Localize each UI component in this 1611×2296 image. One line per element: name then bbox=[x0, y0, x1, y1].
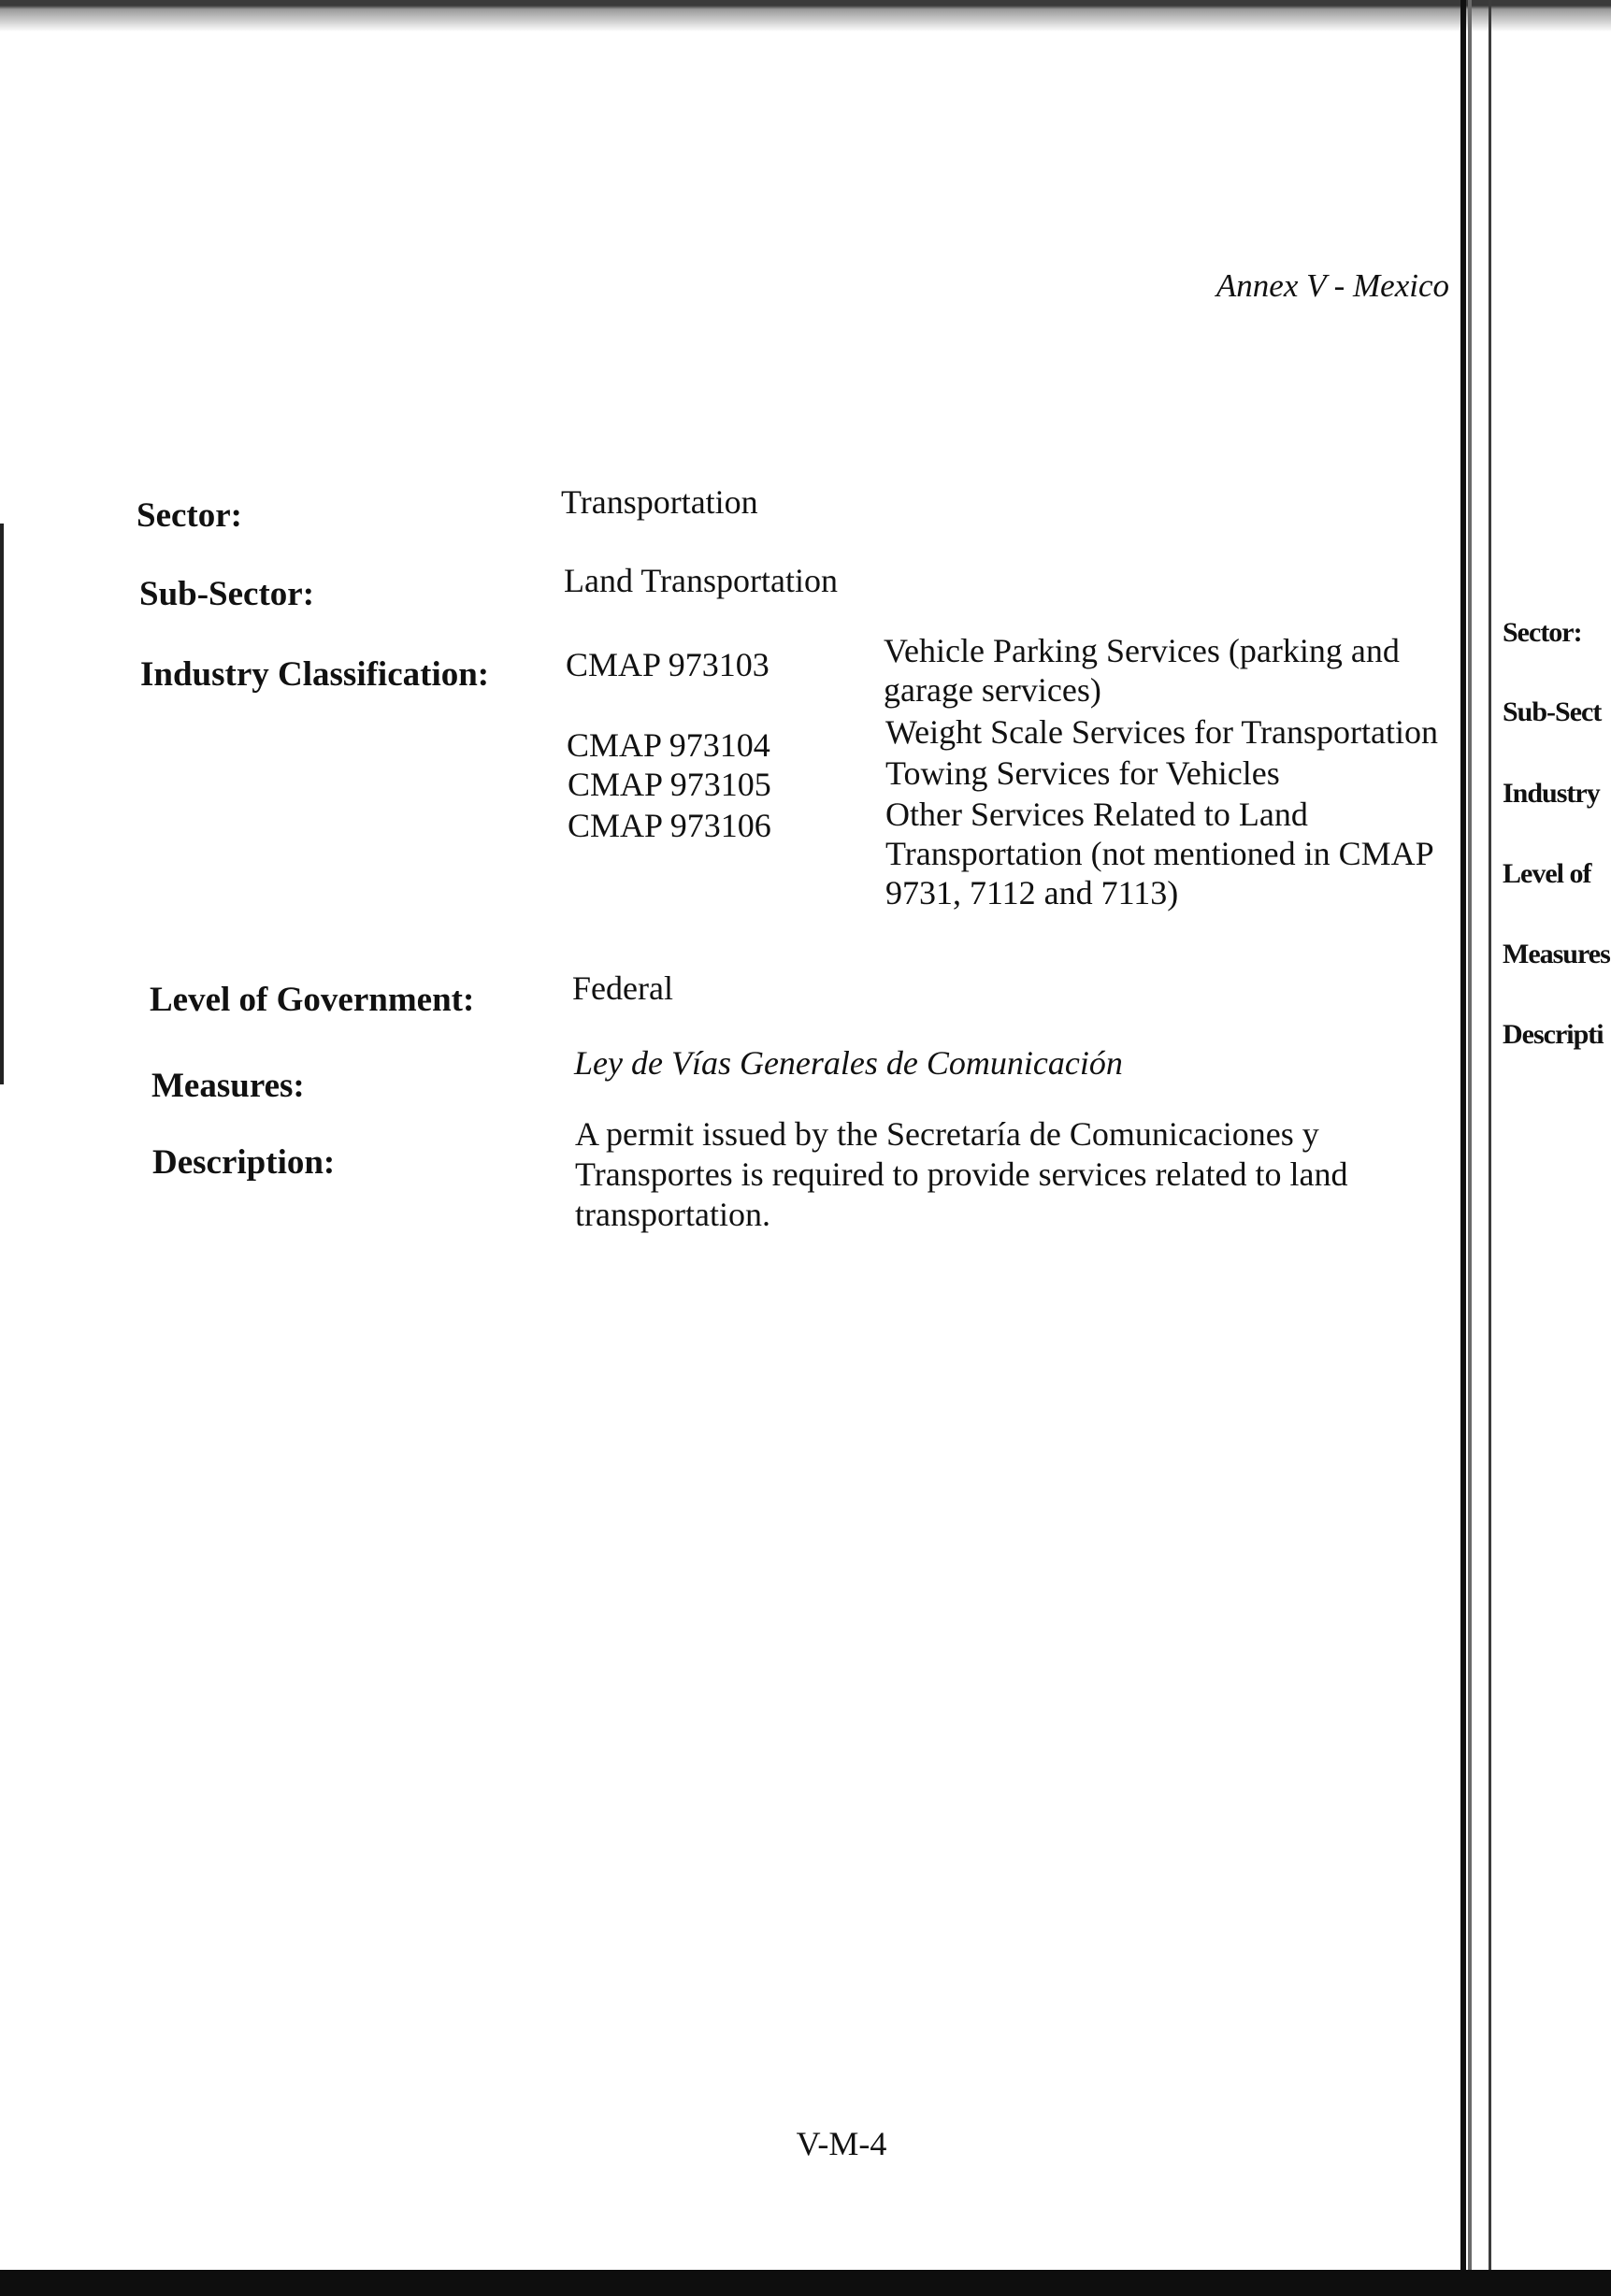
scan-top-border bbox=[0, 0, 1611, 32]
industry-code: CMAP 973103 bbox=[566, 646, 770, 683]
description-text: A permit issued by the Secretaría de Comunicaciones y Transportes is required to provide services related to land transportation. bbox=[575, 1115, 1348, 1233]
description-label: Description: bbox=[152, 1143, 336, 1182]
adjacent-page-label: Industry bbox=[1503, 778, 1600, 809]
industry-code: CMAP 973105 bbox=[568, 766, 771, 803]
industry-code: CMAP 973106 bbox=[568, 807, 771, 844]
industry-description: Towing Services for Vehicles bbox=[885, 754, 1280, 792]
measures-label: Measures: bbox=[151, 1067, 305, 1105]
industry-classification-label: Industry Classification: bbox=[140, 655, 490, 694]
measures-value: Ley de Vías Generales de Comunicación bbox=[574, 1044, 1123, 1082]
scan-bottom-border bbox=[0, 2270, 1611, 2296]
annex-header: Annex V - Mexico bbox=[1215, 267, 1449, 304]
scan-left-edge bbox=[0, 524, 4, 1084]
subsector-label: Sub-Sector: bbox=[139, 575, 315, 613]
adjacent-page-label: Measures bbox=[1503, 939, 1610, 969]
industry-description: Weight Scale Services for Transportation bbox=[885, 713, 1438, 751]
adjacent-page-edge bbox=[1489, 0, 1491, 2296]
industry-description: Vehicle Parking Services (parking and garage services) bbox=[884, 632, 1400, 709]
page-binding-divider bbox=[1460, 0, 1466, 2296]
adjacent-page-label: Level of bbox=[1503, 858, 1591, 889]
page-number: V-M-4 bbox=[796, 2125, 887, 2162]
sector-label: Sector: bbox=[137, 496, 242, 535]
adjacent-page-label: Sector: bbox=[1503, 617, 1582, 648]
industry-description: Other Services Related to Land Transportation (not mentioned in CMAP 9731, 7112 and 7113) bbox=[885, 796, 1433, 911]
level-of-government-value: Federal bbox=[572, 969, 673, 1007]
adjacent-page-label: Sub-Sect bbox=[1503, 696, 1602, 727]
subsector-value: Land Transportation bbox=[564, 562, 838, 599]
level-of-government-label: Level of Government: bbox=[150, 981, 475, 1019]
adjacent-page-label: Descripti bbox=[1503, 1019, 1604, 1050]
sector-value: Transportation bbox=[561, 483, 758, 521]
page-binding-shadow bbox=[1468, 0, 1472, 2296]
industry-code: CMAP 973104 bbox=[567, 726, 770, 764]
